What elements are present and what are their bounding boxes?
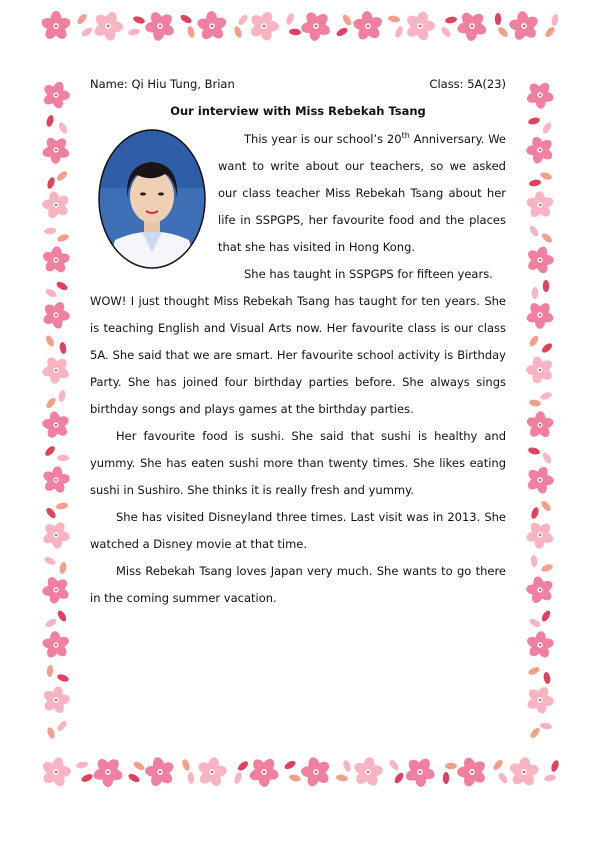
border-petal	[543, 672, 551, 685]
border-petal	[445, 16, 458, 24]
border-petal	[283, 759, 297, 771]
border-petal	[540, 609, 552, 623]
border-flower	[37, 296, 75, 333]
border-petal	[179, 13, 193, 25]
border-petal	[57, 455, 69, 461]
border-flower	[450, 4, 494, 48]
border-petal	[56, 609, 68, 623]
border-flower	[503, 5, 544, 47]
border-petal	[540, 563, 553, 573]
border-flower	[522, 186, 558, 223]
border-flower	[138, 4, 182, 48]
border-petal	[233, 25, 243, 38]
border-petal	[540, 232, 553, 245]
border-petal	[539, 171, 552, 181]
border-petal	[236, 760, 249, 773]
border-flower	[193, 754, 230, 790]
border-petal	[285, 12, 295, 25]
border-petal	[56, 233, 69, 243]
border-petal	[529, 726, 542, 739]
border-petal	[495, 13, 501, 25]
border-petal	[539, 391, 552, 401]
border-petal	[388, 15, 401, 23]
border-flower	[521, 681, 559, 719]
border-flower	[36, 130, 76, 170]
border-petal	[128, 28, 141, 36]
border-petal	[543, 280, 549, 292]
border-flower	[294, 4, 338, 48]
paragraph-japan: Miss Rebekah Tsang loves Japan very much. She wants to go there in the coming summer vacation.	[90, 564, 506, 605]
border-flower	[36, 185, 75, 225]
border-flower	[37, 754, 75, 791]
border-petal	[45, 396, 58, 409]
border-petal	[440, 25, 453, 38]
paragraph-intro: This year is our school’s 20th Anniversary. We want to write about our teachers, so we asked our class teacher Miss Rebekah Tsang about her life in SSPGPS, her favourite food and the places that she has visited in Hong Kong.	[218, 131, 506, 254]
border-flower	[520, 130, 560, 170]
border-flower	[37, 406, 75, 445]
border-petal	[46, 176, 56, 189]
border-petal	[44, 617, 58, 629]
border-petal	[544, 25, 557, 38]
border-petal	[527, 446, 540, 455]
border-petal	[528, 617, 542, 629]
border-petal	[45, 334, 56, 348]
border-petal	[497, 771, 509, 785]
border-flower	[139, 751, 181, 794]
border-petal	[550, 759, 560, 772]
border-petal	[43, 444, 56, 457]
border-petal	[56, 502, 69, 510]
border-petal	[55, 280, 69, 292]
border-flower	[507, 756, 541, 789]
border-petal	[46, 665, 53, 678]
student-name: Name: Qi Hiu Tung, Brian	[90, 77, 235, 91]
border-petal	[341, 13, 353, 27]
border-flower	[39, 683, 74, 717]
border-petal	[80, 773, 94, 784]
border-flower	[520, 295, 560, 335]
border-flower	[37, 626, 74, 664]
border-flower	[350, 755, 386, 789]
border-petal	[445, 763, 457, 769]
border-petal	[529, 399, 542, 407]
border-flower	[520, 350, 560, 390]
border-petal	[56, 719, 69, 732]
border-petal	[44, 227, 57, 234]
border-flower	[520, 570, 559, 610]
border-petal	[186, 25, 195, 38]
border-flower	[36, 570, 76, 611]
border-flower	[39, 464, 72, 496]
border-petal	[394, 25, 405, 39]
border-petal	[529, 179, 542, 187]
border-petal	[530, 555, 537, 568]
border-petal	[342, 759, 352, 772]
paragraph-disneyland: She has visited Disneyland three times. Last visit was in 2013. She watched a Disney movie at that time.	[90, 510, 506, 551]
border-petal	[76, 12, 89, 25]
border-flower	[521, 462, 558, 499]
border-flower	[450, 750, 493, 794]
border-flower	[295, 751, 338, 794]
border-flower	[244, 7, 284, 46]
border-petal	[187, 772, 194, 785]
border-petal	[530, 506, 540, 519]
border-petal	[335, 26, 349, 38]
paragraph-taught: She has taught in SSPGPS for fifteen years.	[244, 267, 493, 281]
border-flower	[87, 6, 128, 46]
border-petal	[46, 726, 56, 739]
border-flower	[86, 750, 130, 793]
border-petal	[496, 25, 509, 38]
border-petal	[289, 28, 302, 35]
border-petal	[233, 771, 243, 784]
border-flower	[522, 243, 558, 278]
border-petal	[80, 26, 94, 38]
border-petal	[181, 758, 191, 771]
border-flower	[520, 515, 560, 555]
border-petal	[132, 760, 146, 772]
border-petal	[528, 224, 540, 238]
border-petal	[443, 772, 449, 784]
border-flower	[242, 751, 285, 794]
border-petal	[551, 14, 559, 27]
border-petal	[541, 451, 553, 465]
border-flower	[525, 411, 555, 440]
border-petal	[59, 562, 67, 575]
border-petal	[132, 15, 145, 25]
border-petal	[288, 773, 301, 782]
border-flower	[348, 5, 389, 46]
border-flower	[192, 6, 232, 47]
border-petal	[527, 666, 541, 677]
border-petal	[56, 673, 69, 683]
border-flower	[36, 516, 75, 554]
border-petal	[45, 506, 58, 519]
border-flower	[36, 350, 77, 390]
border-petal	[336, 774, 349, 782]
article-title: Our interview with Miss Rebekah Tsang	[170, 104, 426, 118]
border-petal	[540, 722, 553, 730]
border-flower	[524, 630, 556, 661]
border-flower	[40, 11, 72, 41]
border-petal	[76, 761, 89, 769]
border-petal	[528, 334, 540, 348]
border-petal	[393, 771, 405, 785]
teacher-photo	[97, 128, 207, 270]
border-petal	[544, 774, 557, 782]
student-class: Class: 5A(23)	[429, 77, 506, 91]
border-petal	[58, 390, 66, 403]
border-petal	[237, 13, 250, 26]
border-flower	[398, 751, 441, 793]
border-petal	[540, 342, 553, 355]
border-petal	[541, 121, 553, 135]
paragraph-food: Her favourite food is sushi. She said that sushi is healthy and yummy. She has eaten sushi more than twenty times. She likes eating sushi in Sushiro. She thinks it is really fresh and yummy.	[90, 429, 506, 497]
border-petal	[127, 772, 141, 784]
border-petal	[532, 287, 538, 299]
border-petal	[55, 170, 68, 183]
border-petal	[540, 499, 553, 512]
paragraph-taught-continued: WOW! I just thought Miss Rebekah Tsang has taught for ten years. She is teaching English and Visual Arts now. Her favourite class is our class 5A. She said that we are smart. Her favourite school activity is Birthday Party. She has joined four birthday parties before. She always sings birthday songs and plays games at the birthday parties.	[90, 294, 506, 416]
border-petal	[388, 758, 401, 771]
border-petal	[43, 556, 57, 567]
border-petal	[44, 287, 58, 299]
border-petal	[57, 121, 69, 135]
border-flower	[400, 7, 439, 45]
border-petal	[492, 758, 505, 771]
border-petal	[59, 342, 67, 355]
border-flower	[40, 245, 72, 275]
